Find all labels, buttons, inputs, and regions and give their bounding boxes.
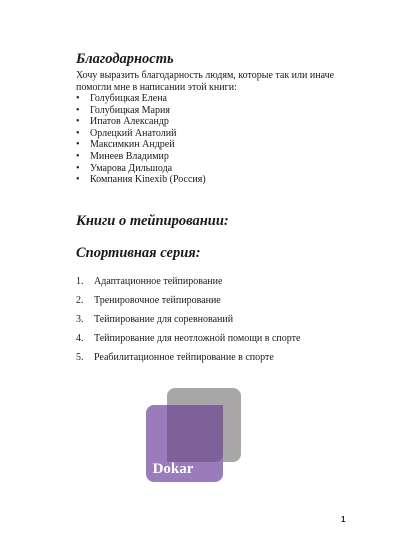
- series-book-item: [76, 313, 300, 332]
- bullet-marker: •: [76, 116, 80, 128]
- acknowledgment-item: [76, 105, 206, 117]
- acknowledgment-item: [76, 93, 206, 105]
- acknowledgment-name: Орлецкий Анатолий: [90, 127, 177, 139]
- bullet-marker: •: [76, 104, 80, 116]
- series-book-title: Реабилитационное тейпирование в спорте: [94, 352, 274, 363]
- series-book-item: [76, 351, 300, 370]
- series-book-item: [76, 275, 300, 294]
- acknowledgment-name: Ипатов Александр: [90, 116, 169, 128]
- series-book-title: Тейпирование для неотложной помощи в спорте: [94, 333, 301, 344]
- books-title: Книги о тейпировании:: [76, 213, 229, 229]
- acknowledgment-item: [76, 128, 206, 140]
- logo-text: Dokar: [152, 461, 194, 477]
- series-book-item: [76, 294, 300, 313]
- acknowledgment-name: Умарова Дильшода: [90, 162, 173, 174]
- series-book-number: 5.: [76, 352, 84, 363]
- series-book-number: 4.: [76, 333, 84, 344]
- acknowledgment-item: [76, 174, 206, 186]
- series-title: Спортивная серия:: [76, 245, 201, 261]
- series-book-title: Тейпирование для соревнований: [94, 314, 234, 325]
- acknowledgment-name: Голубицкая Мария: [90, 104, 170, 116]
- bullet-marker: •: [76, 162, 80, 174]
- acknowledgment-item: [76, 163, 206, 175]
- series-book-number: 2.: [76, 295, 84, 306]
- acknowledgments-title: Благодарность: [76, 51, 174, 67]
- bullet-marker: •: [76, 93, 80, 104]
- acknowledgment-item: [76, 139, 206, 151]
- series-book-number: 1.: [76, 276, 84, 287]
- acknowledgment-item: [76, 116, 206, 128]
- acknowledgment-name: Максимкин Андрей: [90, 139, 175, 151]
- bullet-marker: •: [76, 150, 80, 162]
- acknowledgments-list: [76, 93, 206, 186]
- series-book-title: Адаптационное тейпирование: [94, 276, 223, 287]
- acknowledgment-name: Минеев Владимир: [90, 150, 169, 162]
- series-book-number: 3.: [76, 314, 84, 325]
- acknowledgment-name: Голубицкая Елена: [90, 93, 167, 104]
- bullet-marker: •: [76, 127, 80, 139]
- bullet-marker: •: [76, 139, 80, 151]
- acknowledgment-item: [76, 151, 206, 163]
- series-book-list: [76, 275, 300, 370]
- page-number: 1: [341, 515, 346, 524]
- acknowledgment-name: Компания Kinexib (Россия): [90, 174, 206, 186]
- series-book-title: Тренировочное тейпирование: [94, 295, 221, 306]
- bullet-marker: •: [76, 174, 80, 186]
- acknowledgments-intro: Хочу выразить благодарность людям, которые так или иначе помогли мне в написании этой книги:: [76, 70, 335, 93]
- logo-overlap: [167, 405, 223, 462]
- series-book-item: [76, 332, 300, 351]
- dokar-logo: [146, 388, 242, 482]
